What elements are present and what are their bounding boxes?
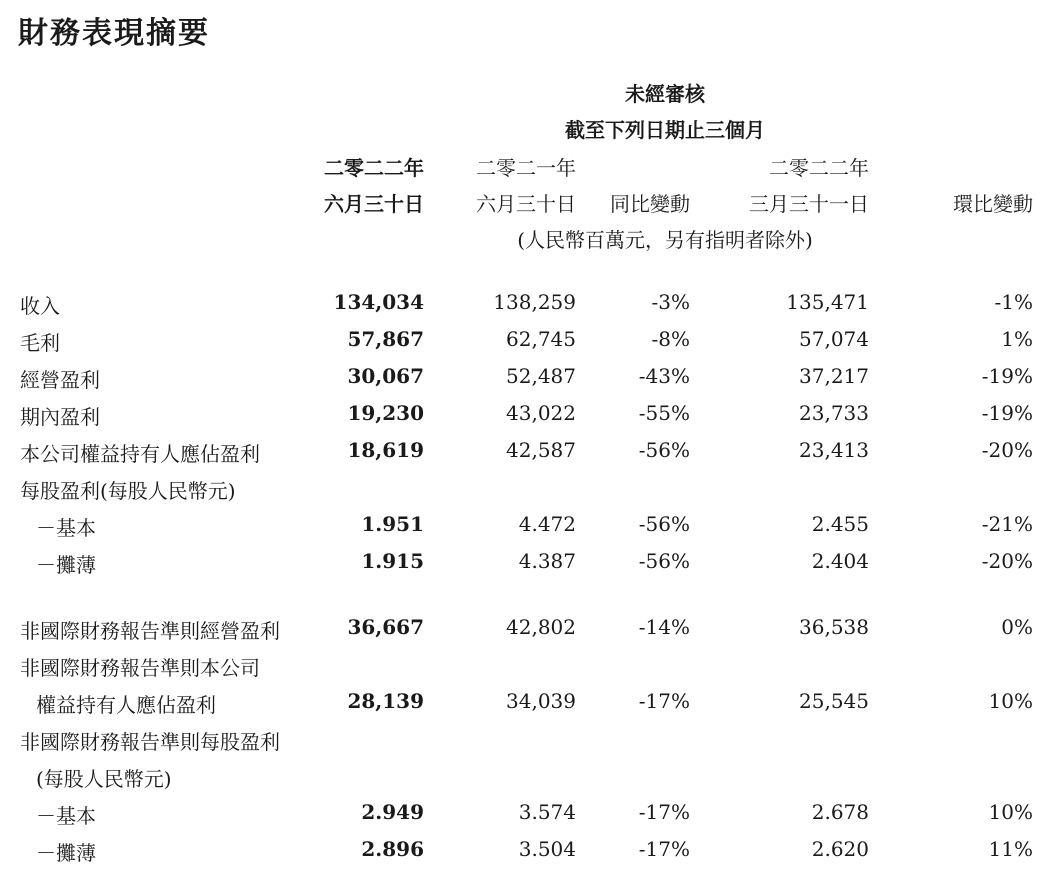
header-unaudited: 未經審核 [625, 82, 705, 106]
value-2022-mar: 36,538 [799, 615, 869, 639]
value-2022-jun: 57,867 [347, 327, 424, 351]
table-row [0, 615, 1053, 651]
value-2021-jun: 62,745 [506, 327, 576, 351]
table-row [0, 475, 1053, 511]
value-yoy: -8% [651, 327, 690, 351]
header-col2-date: 六月三十日 [476, 192, 576, 216]
row-label: 權益持有人應佔盈利 [36, 693, 216, 717]
value-2022-mar: 135,471 [786, 290, 869, 314]
value-2022-jun: 19,230 [347, 401, 424, 425]
value-2021-jun: 4.387 [518, 549, 576, 573]
value-2022-jun: 134,034 [333, 290, 424, 314]
table-row [0, 689, 1053, 725]
row-label: －攤薄 [36, 841, 96, 865]
value-yoy: -43% [638, 364, 690, 388]
value-2022-mar: 57,074 [799, 327, 869, 351]
table-row [0, 401, 1053, 437]
value-2022-mar: 2.455 [811, 512, 869, 536]
value-yoy: -56% [638, 512, 690, 536]
value-2022-jun: 36,667 [347, 615, 424, 639]
value-qoq: 0% [1001, 615, 1033, 639]
value-qoq: 11% [988, 837, 1033, 861]
value-qoq: -19% [981, 364, 1033, 388]
row-label: －基本 [36, 516, 96, 540]
row-label: (每股人民幣元) [36, 767, 172, 791]
row-label: 非國際財務報告準則本公司 [20, 656, 260, 680]
value-2021-jun: 138,259 [493, 290, 576, 314]
page-title: 財務表現摘要 [18, 16, 210, 51]
row-label: 本公司權益持有人應佔盈利 [20, 442, 260, 466]
table-row [0, 438, 1053, 474]
table-row [0, 290, 1053, 326]
value-2021-jun: 42,587 [506, 438, 576, 462]
value-2021-jun: 52,487 [506, 364, 576, 388]
table-row [0, 763, 1053, 799]
value-qoq: 1% [1001, 327, 1033, 351]
value-2021-jun: 3.574 [518, 800, 576, 824]
header-col1-date: 六月三十日 [324, 192, 424, 216]
table-row [0, 837, 1053, 873]
value-yoy: -17% [638, 689, 690, 713]
row-label: 期內盈利 [20, 405, 100, 429]
table-row [0, 652, 1053, 688]
value-2021-jun: 42,802 [506, 615, 576, 639]
value-2022-jun: 18,619 [347, 438, 424, 462]
value-2021-jun: 3.504 [518, 837, 576, 861]
value-2022-mar: 25,545 [799, 689, 869, 713]
row-label: 毛利 [20, 331, 60, 355]
value-qoq: -20% [981, 438, 1033, 462]
value-2021-jun: 43,022 [506, 401, 576, 425]
header-col2-year: 二零二一年 [476, 156, 576, 180]
table-row [0, 800, 1053, 836]
value-yoy: -17% [638, 800, 690, 824]
value-qoq: 10% [988, 689, 1033, 713]
value-2022-mar: 2.620 [811, 837, 869, 861]
row-label: 經營盈利 [20, 368, 100, 392]
row-label: 收入 [20, 294, 60, 318]
value-2022-mar: 2.678 [811, 800, 869, 824]
table-row [0, 549, 1053, 585]
row-label: 非國際財務報告準則每股盈利 [20, 730, 280, 754]
header-yoy-change: 同比變動 [610, 192, 690, 216]
table-row [0, 512, 1053, 548]
value-qoq: -1% [994, 290, 1033, 314]
value-2021-jun: 34,039 [506, 689, 576, 713]
value-yoy: -17% [638, 837, 690, 861]
row-label: 每股盈利(每股人民幣元) [20, 479, 236, 503]
value-2021-jun: 4.472 [518, 512, 576, 536]
row-label: －基本 [36, 804, 96, 828]
value-2022-jun: 28,139 [347, 689, 424, 713]
table-row [0, 327, 1053, 363]
header-qoq-change: 環比變動 [953, 192, 1033, 216]
value-2022-jun: 30,067 [347, 364, 424, 388]
value-2022-jun: 1.951 [361, 512, 424, 536]
value-2022-mar: 2.404 [811, 549, 869, 573]
value-yoy: -56% [638, 549, 690, 573]
value-2022-mar: 37,217 [799, 364, 869, 388]
value-qoq: -19% [981, 401, 1033, 425]
value-2022-jun: 2.896 [361, 837, 424, 861]
value-yoy: -55% [638, 401, 690, 425]
value-2022-mar: 23,733 [799, 401, 869, 425]
table-row [0, 726, 1053, 762]
value-2022-mar: 23,413 [799, 438, 869, 462]
table-row [0, 364, 1053, 400]
header-col4-year: 二零二二年 [769, 156, 869, 180]
value-qoq: -21% [981, 512, 1033, 536]
value-yoy: -56% [638, 438, 690, 462]
value-2022-jun: 1.915 [361, 549, 424, 573]
header-unit: (人民幣百萬元，另有指明者除外) [517, 228, 813, 252]
row-label: 非國際財務報告準則經營盈利 [20, 619, 280, 643]
value-qoq: 10% [988, 800, 1033, 824]
value-2022-jun: 2.949 [361, 800, 424, 824]
value-yoy: -14% [638, 615, 690, 639]
row-label: －攤薄 [36, 553, 96, 577]
header-col1-year: 二零二二年 [324, 156, 424, 180]
header-col4-date: 三月三十一日 [749, 192, 869, 216]
value-qoq: -20% [981, 549, 1033, 573]
value-yoy: -3% [651, 290, 690, 314]
header-period: 截至下列日期止三個月 [565, 118, 765, 142]
